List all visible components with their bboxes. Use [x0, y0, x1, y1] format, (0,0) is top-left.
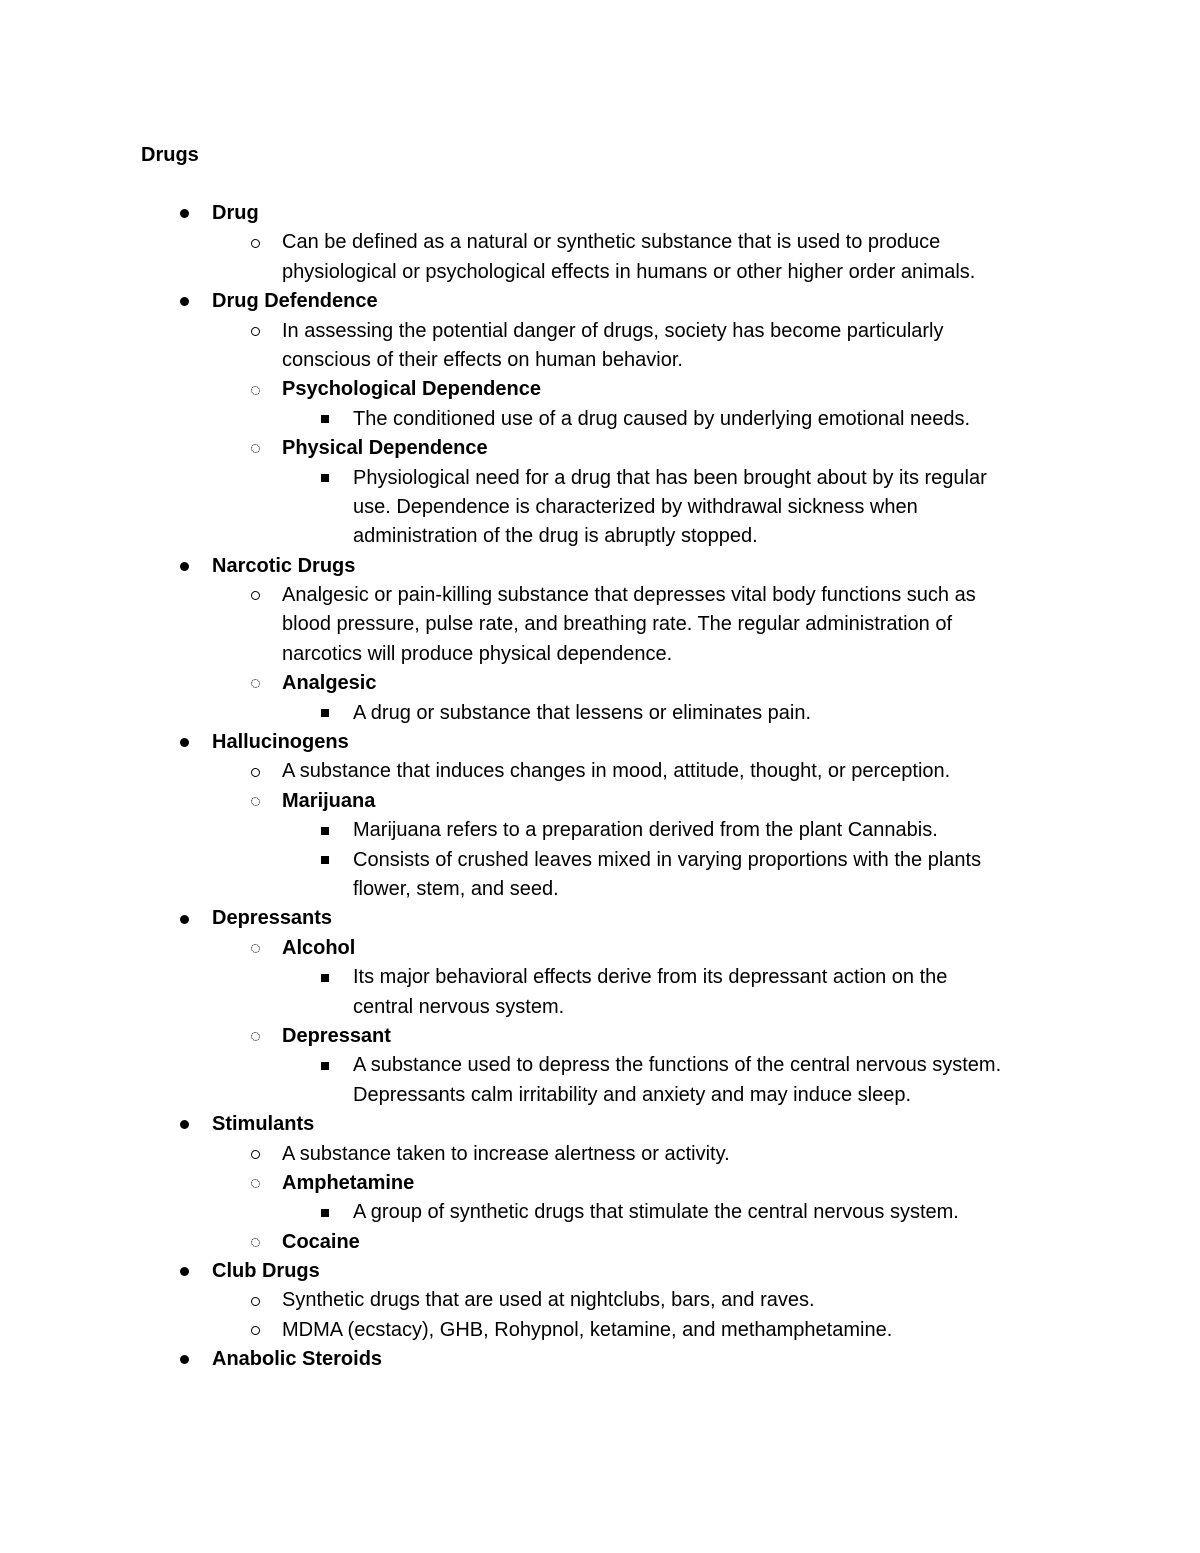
definition-text: Can be defined as a natural or synthetic substance that is used to produce — [282, 231, 941, 254]
term-heading: Anabolic Steroids — [212, 1348, 383, 1371]
list-item — [0, 1110, 1200, 1139]
term-heading: Club Drugs — [212, 1260, 320, 1283]
list-item — [0, 1198, 1200, 1227]
list-item-continuation — [0, 610, 1200, 639]
dotted-bullet-icon — [248, 1169, 262, 1198]
list-item — [0, 1257, 1200, 1286]
definition-text: A substance used to depress the functions of the central nervous system. — [353, 1054, 1002, 1077]
definition-text: A substance that induces changes in mood, attitude, thought, or perception. — [282, 760, 951, 783]
list-item — [0, 464, 1200, 493]
square-bullet-icon — [318, 464, 332, 493]
list-item-continuation — [0, 993, 1200, 1022]
definition-text: The conditioned use of a drug caused by underlying emotional needs. — [353, 407, 971, 430]
definition-text: Synthetic drugs that are used at nightclubs, bars, and raves. — [282, 1289, 815, 1312]
outline-list — [0, 199, 1200, 1375]
filled-bullet-icon — [177, 1110, 191, 1139]
definition-text: A substance taken to increase alertness or activity. — [282, 1142, 730, 1165]
dotted-bullet-icon — [248, 1022, 262, 1051]
hollow-bullet-icon — [248, 1316, 262, 1345]
square-bullet-icon — [318, 816, 332, 845]
definition-text: Analgesic or pain-killing substance that depresses vital body functions such as — [282, 584, 976, 607]
hollow-bullet-icon — [248, 581, 262, 610]
subterm-heading: Amphetamine — [282, 1171, 415, 1194]
term-heading: Drug — [212, 202, 259, 224]
square-bullet-icon — [318, 846, 332, 875]
list-item — [0, 317, 1200, 346]
definition-text: Physiological need for a drug that has been brought about by its regular — [353, 466, 987, 489]
definition-text: narcotics will produce physical dependence. — [282, 642, 673, 665]
hollow-bullet-icon — [248, 1286, 262, 1315]
term-heading: Hallucinogens — [212, 731, 349, 754]
hollow-bullet-icon — [248, 1140, 262, 1169]
list-item-continuation — [0, 1081, 1200, 1110]
list-item-continuation — [0, 522, 1200, 551]
definition-text: MDMA (ecstacy), GHB, Rohypnol, ketamine, and methamphetamine. — [282, 1318, 893, 1341]
square-bullet-icon — [318, 963, 332, 992]
hollow-bullet-icon — [248, 317, 262, 346]
list-item-continuation — [0, 493, 1200, 522]
definition-text: A drug or substance that lessens or eliminates pain. — [353, 701, 812, 724]
definition-text: A group of synthetic drugs that stimulate the central nervous system. — [353, 1201, 959, 1224]
dotted-bullet-icon — [248, 669, 262, 698]
term-heading: Narcotic Drugs — [212, 554, 356, 577]
dotted-bullet-icon — [248, 934, 262, 963]
list-item — [0, 552, 1200, 581]
dotted-bullet-icon — [248, 375, 262, 404]
list-item — [0, 199, 1200, 228]
filled-bullet-icon — [177, 904, 191, 933]
filled-bullet-icon — [177, 1257, 191, 1286]
subterm-heading: Depressant — [282, 1024, 391, 1047]
list-item — [0, 405, 1200, 434]
dotted-bullet-icon — [248, 787, 262, 816]
definition-text: Marijuana refers to a preparation derived from the plant Cannabis. — [353, 819, 938, 842]
list-item-continuation — [0, 640, 1200, 669]
definition-text: Its major behavioral effects derive from its depressant action on the — [353, 966, 948, 989]
subterm-heading: Marijuana — [282, 789, 376, 812]
hollow-bullet-icon — [248, 228, 262, 257]
definition-text: blood pressure, pulse rate, and breathing rate. The regular administration of — [282, 613, 953, 636]
hollow-bullet-icon — [248, 757, 262, 786]
subterm-heading: Cocaine — [282, 1230, 360, 1253]
filled-bullet-icon — [177, 199, 191, 228]
definition-text: use. Dependence is characterized by withdrawal sickness when — [353, 495, 918, 518]
list-item — [0, 375, 1200, 404]
list-item — [0, 757, 1200, 786]
list-item — [0, 904, 1200, 933]
list-item — [0, 1316, 1200, 1345]
list-item-continuation — [0, 875, 1200, 904]
definition-text: Depressants calm irritability and anxiety and may induce sleep. — [353, 1083, 912, 1106]
subterm-heading: Analgesic — [282, 672, 377, 695]
list-item — [0, 1051, 1200, 1080]
subterm-heading: Physical Dependence — [282, 437, 488, 460]
term-heading: Drug Defendence — [212, 290, 378, 313]
filled-bullet-icon — [177, 1345, 191, 1374]
list-item — [0, 228, 1200, 257]
dotted-bullet-icon — [248, 434, 262, 463]
definition-text: conscious of their effects on human behavior. — [282, 348, 683, 371]
definition-text: In assessing the potential danger of drugs, society has become particularly — [282, 319, 944, 342]
list-item — [0, 287, 1200, 316]
list-item — [0, 787, 1200, 816]
filled-bullet-icon — [177, 552, 191, 581]
list-item — [0, 963, 1200, 992]
list-item — [0, 1140, 1200, 1169]
list-item — [0, 434, 1200, 463]
filled-bullet-icon — [177, 287, 191, 316]
term-heading: Stimulants — [212, 1113, 315, 1136]
list-item — [0, 1286, 1200, 1315]
list-item — [0, 581, 1200, 610]
list-item — [0, 1228, 1200, 1257]
list-item — [0, 699, 1200, 728]
list-item — [0, 1169, 1200, 1198]
list-item — [0, 816, 1200, 845]
page-title: Drugs — [141, 144, 199, 166]
square-bullet-icon — [318, 699, 332, 728]
square-bullet-icon — [318, 1198, 332, 1227]
list-item — [0, 1022, 1200, 1051]
subterm-heading: Psychological Dependence — [282, 378, 541, 401]
list-item — [0, 669, 1200, 698]
list-item-continuation — [0, 346, 1200, 375]
square-bullet-icon — [318, 405, 332, 434]
subterm-heading: Alcohol — [282, 936, 356, 959]
definition-text: physiological or psychological effects in humans or other higher order animals. — [282, 260, 976, 283]
list-item — [0, 728, 1200, 757]
list-item — [0, 846, 1200, 875]
filled-bullet-icon — [177, 728, 191, 757]
list-item — [0, 934, 1200, 963]
square-bullet-icon — [318, 1051, 332, 1080]
definition-text: Consists of crushed leaves mixed in varying proportions with the plants — [353, 848, 982, 871]
definition-text: central nervous system. — [353, 995, 565, 1018]
dotted-bullet-icon — [248, 1228, 262, 1257]
list-item-continuation — [0, 258, 1200, 287]
term-heading: Depressants — [212, 907, 333, 930]
definition-text: flower, stem, and seed. — [353, 877, 559, 900]
list-item — [0, 1345, 1200, 1374]
definition-text: administration of the drug is abruptly stopped. — [353, 525, 758, 548]
